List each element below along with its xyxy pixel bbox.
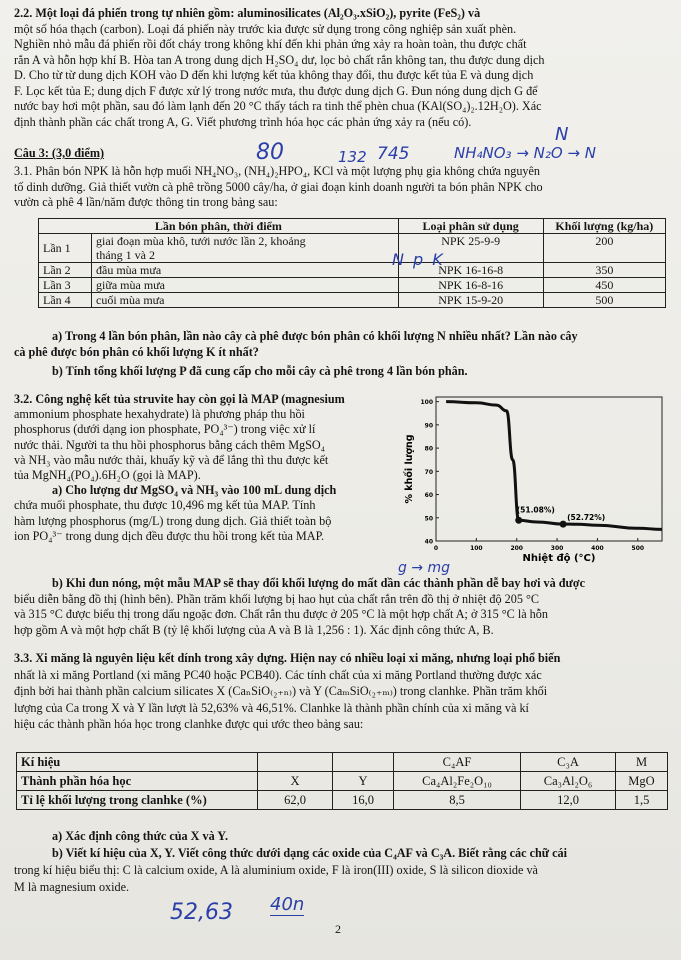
x-tick-label: 200	[510, 545, 523, 552]
table-cell: X	[258, 772, 333, 791]
handwriting-g-mg: g → mg	[398, 560, 451, 576]
x-tick-label: 500	[631, 545, 645, 552]
handwriting-80: 80	[256, 140, 284, 165]
table-cell	[92, 234, 399, 263]
chart-axes	[404, 397, 662, 564]
section-3-2-line2: ammonium phosphate hexahydrate) là phương pháp thu hồi	[14, 407, 305, 422]
section-3-2-line3: phosphorus (dưới dạng ion phosphate, PO₄³⁻) trong việc xử lí	[14, 422, 316, 437]
section-3-3-line3: định bởi hai thành phần calcium silicates X (CaₙSiO₍₂₊ₙ₎) và Y (CaₘSiO₍₂₊ₘ₎) trong clanhke. Phần trăm khối	[14, 684, 548, 698]
section-3-2-line5: và NH₃ vào mẫu nước thải, khuấy kỹ và để lắng thì thu được kết	[14, 452, 329, 467]
handwriting-equation: NH₄NO₃ → N₂O → N	[454, 144, 597, 162]
table-cell: C₃A	[521, 753, 616, 772]
table-cell: 8,5	[394, 791, 521, 810]
table-cell: 200	[543, 234, 665, 263]
x-tick-label: 300	[550, 545, 564, 552]
question-3-heading: Câu 3: (3,0 điểm)	[14, 146, 105, 160]
table-row	[39, 278, 666, 293]
x-tick-label: 400	[591, 545, 604, 552]
table-cell: đầu mùa mưa	[92, 263, 399, 278]
y-tick-label: 50	[424, 515, 433, 523]
paragraph-3-1	[14, 164, 667, 211]
table-cell	[258, 753, 333, 772]
table-cell: Lần 1	[39, 234, 92, 263]
table-cell: 62,0	[258, 791, 333, 810]
section-2-2-line5: D. Cho từ từ dung dịch KOH vào D đến khi lượng kết tủa không thay đổi, thu được kết tủa E và dung dịch	[14, 68, 534, 82]
table-cell-text: tháng 1 và 2	[96, 248, 155, 262]
y-axis-label: % khối lượng	[404, 434, 415, 504]
table-cell: Y	[333, 772, 394, 791]
table-cell: 1,5	[616, 791, 668, 810]
paragraph-2-2	[14, 6, 667, 130]
section-2-2-line1: 2.2. Một loại đá phiến trong tự nhiên gồm: aluminosilicates (Al₂O₃.xSiO₂), pyrite (FeS₂) và	[14, 6, 481, 20]
annotation-label: (51.08%)	[516, 505, 555, 515]
table-cell: NPK 15-9-20	[398, 293, 543, 308]
table-cell	[333, 753, 394, 772]
section-3-2-line6: tủa MgNH₄(PO₄).6H₂O (gọi là MAP).	[14, 468, 201, 483]
annotation-label: (52.72%)	[567, 513, 606, 523]
x-tick-label: 100	[470, 545, 483, 552]
chart-marks	[446, 402, 662, 530]
section-3-3-line4: lượng của Ca trong X và Y lần lượt là 52,63% và 46,51%. Clanhke là thành phần chính của xi măng và kí	[14, 700, 529, 715]
table-cell: Tỉ lệ khối lượng trong clanhke (%)	[17, 791, 258, 810]
table-cell: giữa mùa mưa	[92, 278, 399, 293]
question-3-1b: b) Tính tổng khối lượng P đã cung cấp cho mỗi cây cà phê trong 4 lần bón phân.	[52, 364, 468, 378]
fertilizer-table	[38, 218, 666, 308]
table-cell: 350	[543, 263, 665, 278]
section-3-1-line2: tố dinh dưỡng. Giả thiết vườn cà phê trồng 5000 cây/ha, ở giai đoạn kinh doanh người ta bón phân NPK cho	[14, 179, 543, 194]
question-3-2b-line3: và 315 °C được biểu thị trong dấu ngoặc đơn. Chất rắn thu được ở 205 °C là một hợp chất A; ở 315 °C là hỗn	[14, 607, 548, 621]
question-3-3b-line3: M là magnesium oxide.	[14, 880, 130, 894]
paragraph-3-2	[14, 392, 405, 544]
table-cell: NPK 25-9-9	[398, 234, 543, 263]
section-2-2-line2: một số hóa thạch (carbon). Loại đá phiến này trước kia được sử dụng trong công nghiệp sản xuất phèn.	[14, 21, 517, 36]
table-header-cell: Khối lượng (kg/ha)	[543, 219, 665, 234]
table-cell: Ca₄Al₂Fe₂O₁₀	[394, 772, 521, 791]
y-tick-label: 40	[424, 538, 433, 546]
table-cell: NPK 16-8-16	[398, 278, 543, 293]
x-tick-label: 0	[433, 545, 439, 552]
table-cell-text: giai đoạn mùa khô, tưới nước lần 2, khoảng	[96, 234, 306, 248]
handwriting-52-63: 52,63	[170, 900, 233, 925]
page-number: 2	[335, 922, 341, 936]
table-row	[17, 772, 668, 791]
question-3-2b-line2: biểu diễn bằng đồ thị (hình bên). Phần trăm khối lượng bị hao hụt của chất rắn trên đồ thị ở nhiệt độ 205 °C	[14, 591, 539, 606]
section-3-3-line2: nhất là xi măng Portland (xi măng PC40 hoặc PCB40). Các tính chất của xi măng Portland thường được xác	[14, 667, 542, 682]
table-cell: Kí hiệu	[17, 753, 258, 772]
question-3-2b-line1: b) Khi đun nóng, một mẫu MAP sẽ thay đổi khối lượng do mất dần các thành phần dễ bay hơi và được	[52, 576, 585, 590]
handwriting-745: 745	[377, 144, 410, 164]
table-cell: 16,0	[333, 791, 394, 810]
table-cell: 450	[543, 278, 665, 293]
table-cell: Lần 3	[39, 278, 92, 293]
table-cell: 500	[543, 293, 665, 308]
question-3-2a-line1: a) Cho lượng dư MgSO₄ và NH₃ vào 100 mL dung dịch	[52, 483, 337, 498]
section-3-3-line5: hiệu các thành phần hóa học trong clanhke được qui ước theo bảng sau:	[14, 717, 364, 731]
chart-frame	[436, 397, 662, 541]
question-3-3	[14, 828, 667, 896]
table-row	[39, 234, 666, 263]
question-3-1	[14, 329, 667, 380]
annotation-point	[560, 521, 567, 528]
y-tick-label: 90	[424, 422, 433, 430]
question-3-2a-line4: ion PO₄³⁻ trong dung dịch đều được thu hồi trong kết tủa MAP.	[14, 528, 325, 543]
table-row	[39, 263, 666, 278]
question-3-3b-line2: trong kí hiệu biểu thị: C là calcium oxide, A là aluminium oxide, F là iron(III) oxide, S là silicon dioxide và	[14, 863, 538, 877]
question-3-3a: a) Xác định công thức của X và Y.	[52, 829, 229, 843]
table-row	[17, 753, 668, 772]
table-cell: MgO	[616, 772, 668, 791]
tga-chart	[400, 391, 672, 567]
section-3-2-line1: 3.2. Công nghệ kết tủa struvite hay còn gọi là MAP (magnesium	[14, 392, 345, 406]
section-2-2-line4: rắn A và hỗn hợp khí B. Hòa tan A trong dung dịch H₂SO₄ dư, lọc bỏ chất rắn không tan, thu được dung dịch	[14, 52, 545, 67]
question-3-3b-line1: b) Viết kí hiệu của X, Y. Viết công thức dưới dạng các oxide của C₄AF và C₃A. Biết rằng các chữ cái	[52, 846, 568, 860]
question-3-2a-line3: hàm lượng phosphorus (mg/L) trong dung dịch. Giả thiết toàn bộ	[14, 513, 332, 528]
table-header-row	[39, 219, 666, 234]
section-2-2-line8: định thành phần các chất trong A, G. Viết phương trình hóa học các phản ứng xảy ra (nếu có).	[14, 114, 472, 129]
question-3-2a-line2: chứa muối phosphate, thu được 10,496 mg kết tủa MAP. Tính	[14, 498, 316, 513]
clinker-table	[16, 752, 668, 810]
table-cell: cuối mùa mưa	[92, 293, 399, 308]
table-cell: Ca₃Al₂O₆	[521, 772, 616, 791]
table-cell: Thành phần hóa học	[17, 772, 258, 791]
section-3-3-line1: 3.3. Xi măng là nguyên liệu kết dính trong xây dựng. Hiện nay có nhiều loại xi măng, nhưng loại phổ biến	[14, 651, 561, 665]
table-cell: C₄AF	[394, 753, 521, 772]
y-tick-label: 100	[420, 399, 433, 407]
annotation-point	[515, 517, 522, 524]
y-tick-label: 60	[424, 492, 433, 500]
table-cell: NPK 16-16-8	[398, 263, 543, 278]
handwriting-132: 132	[338, 148, 367, 166]
question-3-1a-line1: a) Trong 4 lần bón phân, lần nào cây cà phê được bón phân có khối lượng N nhiều nhất? Lần nào cây	[52, 329, 578, 343]
paragraph-3-3	[14, 650, 667, 733]
table-row	[17, 791, 668, 810]
x-axis-label: Nhiệt độ (°C)	[522, 553, 596, 564]
section-2-2-line3: Nghiền nhỏ mẫu đá phiến rồi đốt cháy trong không khí đến khi phản ứng xảy ra hoàn toàn, thu được chất	[14, 37, 527, 51]
table-cell: Lần 2	[39, 263, 92, 278]
y-tick-label: 70	[424, 468, 433, 476]
handwriting-40n: 40n	[270, 894, 305, 915]
section-3-2-line4: nước thải. Người ta thu hồi phosphorus bằng cách thêm MgSO₄	[14, 437, 325, 452]
table-cell: 12,0	[521, 791, 616, 810]
table-row	[39, 293, 666, 308]
question-3-2b	[14, 576, 667, 638]
table-cell: Lần 4	[39, 293, 92, 308]
handwriting-n: N	[555, 124, 569, 145]
section-3-1-line1: 3.1. Phân bón NPK là hỗn hợp muối NH₄NO₃, (NH₄)₂HPO₄, KCl và một lượng phụ gia không chứa nguyên	[14, 164, 541, 178]
y-tick-label: 80	[424, 445, 433, 453]
section-2-2-line6: F. Lọc kết tủa E; dung dịch F được xử lý trong nước mưa, thu được dung dịch G. Đun nóng dung dịch G để	[14, 83, 538, 98]
handwriting-npk: N p K	[392, 250, 445, 269]
table-cell: M	[616, 753, 668, 772]
question-3-2b-line4: hợp gồm A và một hợp chất B (tỷ lệ khối lượng của A và B là 1,256 : 1). Xác định công thức A, B.	[14, 622, 494, 637]
table-header-cell: Lần bón phân, thời điểm	[39, 219, 399, 234]
table-header-cell: Loại phân sử dụng	[398, 219, 543, 234]
section-3-1-line3: vườn cà phê 4 lần/năm được thông tin trong bảng sau:	[14, 195, 278, 209]
section-2-2-line7: nước bay hơi một phần, sau đó làm lạnh đến 20 °C thấy tách ra tinh thể phèn chua (KAl(SO₄)₂.12H₂O). Xác	[14, 99, 542, 113]
question-3-1a-line2: cà phê được bón phân có khối lượng K ít nhất?	[14, 344, 259, 359]
